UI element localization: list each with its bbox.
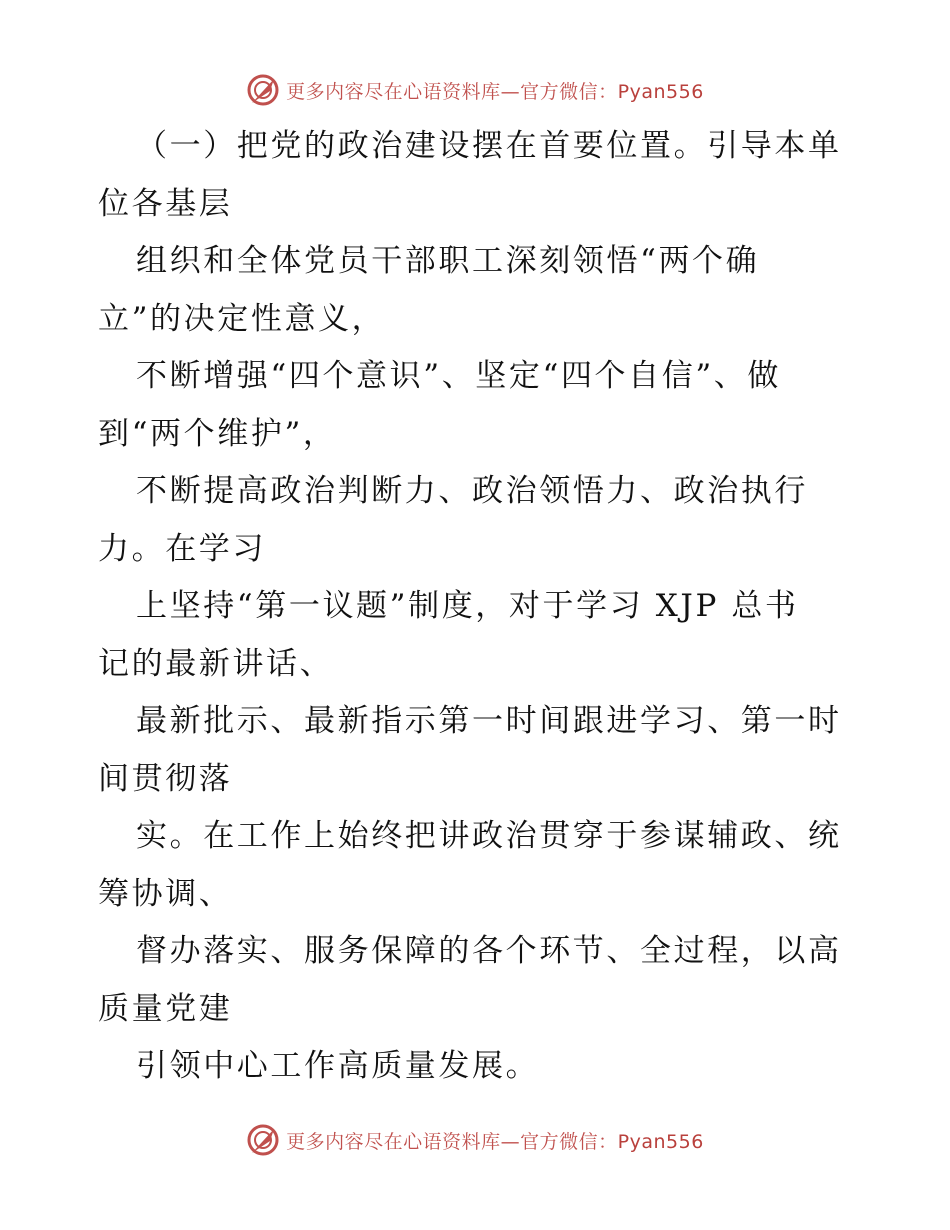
body-text-line: 组织和全体党员干部职工深刻领悟“两个确 bbox=[136, 243, 760, 279]
body-text-line: 督办落实、服务保障的各个环节、全过程，以高 bbox=[136, 933, 842, 969]
quill-logo-icon bbox=[246, 73, 280, 107]
body-text-line: 质量党建 bbox=[98, 990, 233, 1027]
document-body bbox=[98, 118, 858, 1096]
body-text-line: 实。在工作上始终把讲政治贯穿于参谋辅政、统 bbox=[136, 818, 842, 854]
wechat-handle: Pyan556 bbox=[617, 1130, 704, 1153]
body-text-line: 不断提高政治判断力、政治领悟力、政治执行 bbox=[136, 473, 808, 509]
footer-watermark-banner bbox=[0, 1120, 950, 1160]
body-text-line: 筹协调、 bbox=[98, 875, 233, 912]
body-text-line: 上坚持“第一议题”制度，对于学习 XJP 总书 bbox=[136, 588, 799, 624]
body-text-line: 到“两个维护”， bbox=[98, 415, 337, 452]
body-text-line: （一）把党的政治建设摆在首要位置。引导本单 bbox=[136, 128, 842, 164]
body-text-line: 最新批示、最新指示第一时间跟进学习、第一时 bbox=[136, 703, 842, 739]
body-text-line: 不断增强“四个意识”、坚定“四个自信”、做 bbox=[136, 358, 781, 394]
body-text-line: 立”的决定性意义， bbox=[98, 300, 386, 337]
quill-logo-icon bbox=[246, 1123, 280, 1157]
body-text-line: 间贯彻落 bbox=[98, 760, 233, 797]
body-text-line: 引领中心工作高质量发展。 bbox=[136, 1048, 540, 1084]
body-text-line: 力。在学习 bbox=[98, 530, 266, 567]
watermark-text: 更多内容尽在心语资料库—官方微信：Pyan556 bbox=[286, 1130, 704, 1153]
body-text-line: 记的最新讲话、 bbox=[98, 645, 334, 682]
header-watermark-banner bbox=[0, 70, 950, 110]
body-text-line: 位各基层 bbox=[98, 185, 233, 222]
watermark-text: 更多内容尽在心语资料库—官方微信：Pyan556 bbox=[286, 80, 704, 103]
wechat-handle: Pyan556 bbox=[617, 80, 704, 103]
